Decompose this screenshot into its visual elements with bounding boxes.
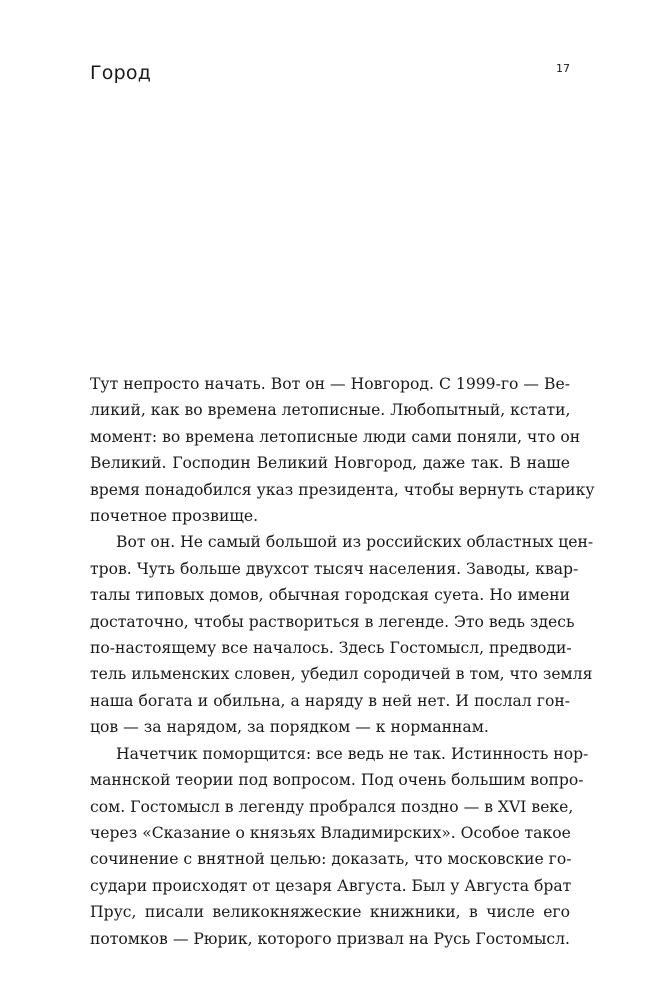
- text-line: судари происходят от цезаря Августа. Был у Августа брат: [90, 876, 572, 895]
- text-line: через «Сказание о князьях Владимирских». Особое такое: [90, 823, 571, 842]
- text-line: достаточно, чтобы раствориться в легенде. Это ведь здесь: [90, 612, 575, 631]
- chapter-title: Город: [90, 62, 152, 84]
- text-line: Тут непросто начать. Вот он — Новгород. С 1999-го — Ве-: [90, 375, 570, 393]
- text-line: талы типовых домов, обычная городская суета. Но имени: [90, 586, 570, 605]
- paragraph: [90, 741, 589, 952]
- text-line: маннской теории под вопросом. Под очень большим вопро-: [90, 771, 584, 790]
- text-line: время понадобился указ президента, чтобы вернуть старику: [90, 480, 595, 499]
- text-line: момент: во времена летописные люди сами поняли, что он: [90, 427, 581, 446]
- text-line: потомков — Рюрик, которого призвал на Русь Гостомысл.: [90, 929, 570, 948]
- page-number: 17: [556, 62, 570, 75]
- paragraph: [90, 371, 595, 529]
- text-line: Начетчик поморщится: все ведь не так. Истинность нор-: [116, 744, 589, 763]
- text-line: наша богата и обильна, а наряду в ней нет. И послал гон-: [90, 691, 570, 710]
- text-line: почетное прозвище.: [90, 507, 259, 526]
- text-line: тель ильменских словен, убедил сородичей в том, что земля: [90, 665, 593, 684]
- text-line: Великий. Господин Великий Новгород, даже так. В наше: [90, 454, 570, 473]
- text-line: ликий, как во времена летописные. Любопытный, кстати,: [90, 401, 571, 420]
- text-line: сочинение с внятной целью: доказать, что московские го-: [90, 850, 572, 869]
- text-line: сом. Гостомысл в легенду пробрался поздно — в XVI веке,: [90, 797, 574, 816]
- text-line: Прус, писали великокняжеские книжники, в числе его: [90, 903, 570, 922]
- text-line: цов — за нарядом, за порядком — к норманнам.: [90, 718, 489, 737]
- text-line: Вот он. Не самый большой из российских областных цен-: [116, 533, 594, 552]
- text-line: тров. Чуть больше двухсот тысяч населения. Заводы, квар-: [90, 559, 579, 578]
- paragraph: [90, 529, 594, 740]
- text-line: по-настоящему все началось. Здесь Гостомысл, предводи-: [90, 639, 572, 658]
- body-text: [90, 371, 595, 952]
